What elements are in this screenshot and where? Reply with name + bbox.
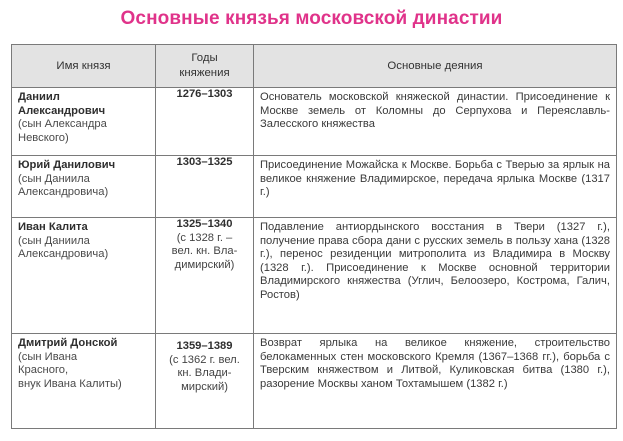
- prince-name: Александрович: [18, 104, 106, 117]
- reign-note: димирский): [174, 258, 235, 271]
- prince-name: Иван Калита: [18, 221, 88, 233]
- reign-years: 1276–1303: [176, 88, 233, 100]
- prince-note: (сын Александра: [18, 118, 107, 130]
- deeds-cell: Присоединение Можайска к Москве. Борьба с Тверью за ярлык на великое княжение Владимирское, передача ярлыка Москве (1317 г.): [254, 156, 617, 218]
- header-years-line2: княжения: [179, 67, 230, 79]
- header-name: Имя князя: [12, 45, 156, 88]
- prince-cell: [12, 334, 156, 429]
- prince-note: Невского): [18, 131, 69, 144]
- prince-note: (сын Ивана: [18, 350, 78, 363]
- table-row: [12, 334, 617, 429]
- prince-note: Александровича): [18, 186, 109, 198]
- reign-years: 1303–1325: [176, 156, 233, 168]
- prince-note: Александровича): [18, 248, 109, 260]
- deeds-cell: Возврат ярлыка на великое княжение, строительство белокаменных стен московского Кремля (1367–1368 гг.), борьба с Тверским княжеством и Литвой, Куликовская битва (1380 г.), разорение Москвы ханом Тохтамышем (1382 г.): [254, 334, 617, 429]
- prince-name: Юрий Данилович: [18, 159, 116, 171]
- table-row: [12, 156, 617, 218]
- table-row: [12, 218, 617, 334]
- header-deeds: Основные деяния: [254, 45, 617, 88]
- prince-note: (сын Даниила: [18, 172, 90, 185]
- prince-name: Дмитрий Донской: [18, 337, 118, 349]
- reign-note: (с 1362 г. вел.: [169, 353, 240, 366]
- prince-note: внук Ивана Калиты): [18, 377, 122, 390]
- prince-cell: [12, 88, 156, 156]
- table-row: [12, 88, 617, 156]
- years-cell: [156, 88, 254, 156]
- reign-years: 1359–1389: [176, 340, 233, 352]
- reign-note: кн. Влади-: [177, 367, 232, 379]
- years-cell: [156, 156, 254, 218]
- prince-name: Даниил: [18, 91, 60, 103]
- deeds-cell: Подавление антиордынского восстания в Твери (1327 г.), получение права сбора дани с русских земель в пользу хана (1328 г.), перенос резиденции митрополита из Владимира в Москву (1328 г.). Присоединение к Москве основной территории Владимирского княжества (Углич, Белоозеро, Кострома, Галич, Ростов): [254, 218, 617, 334]
- reign-note: вел. кн. Вла-: [171, 245, 238, 257]
- header-years: [156, 45, 254, 88]
- table-header-row: [12, 45, 617, 88]
- years-cell: [156, 218, 254, 334]
- reign-note: (с 1328 г. –: [176, 231, 233, 244]
- reign-years: 1325–1340: [176, 218, 233, 230]
- reign-note: мирский): [181, 380, 228, 393]
- header-years-line1: Годы: [191, 52, 218, 64]
- princes-table: [11, 44, 617, 429]
- years-cell: [156, 334, 254, 429]
- prince-note: Красного,: [18, 364, 69, 376]
- page-title: Основные князья московской династии: [120, 8, 503, 29]
- prince-cell: [12, 218, 156, 334]
- prince-note: (сын Даниила: [18, 234, 90, 247]
- prince-cell: [12, 156, 156, 218]
- deeds-cell: Основатель московской княжеской династии. Присоединение к Москве земель от Коломны до Серпухова и Переяславль-Залесского княжества: [254, 88, 617, 156]
